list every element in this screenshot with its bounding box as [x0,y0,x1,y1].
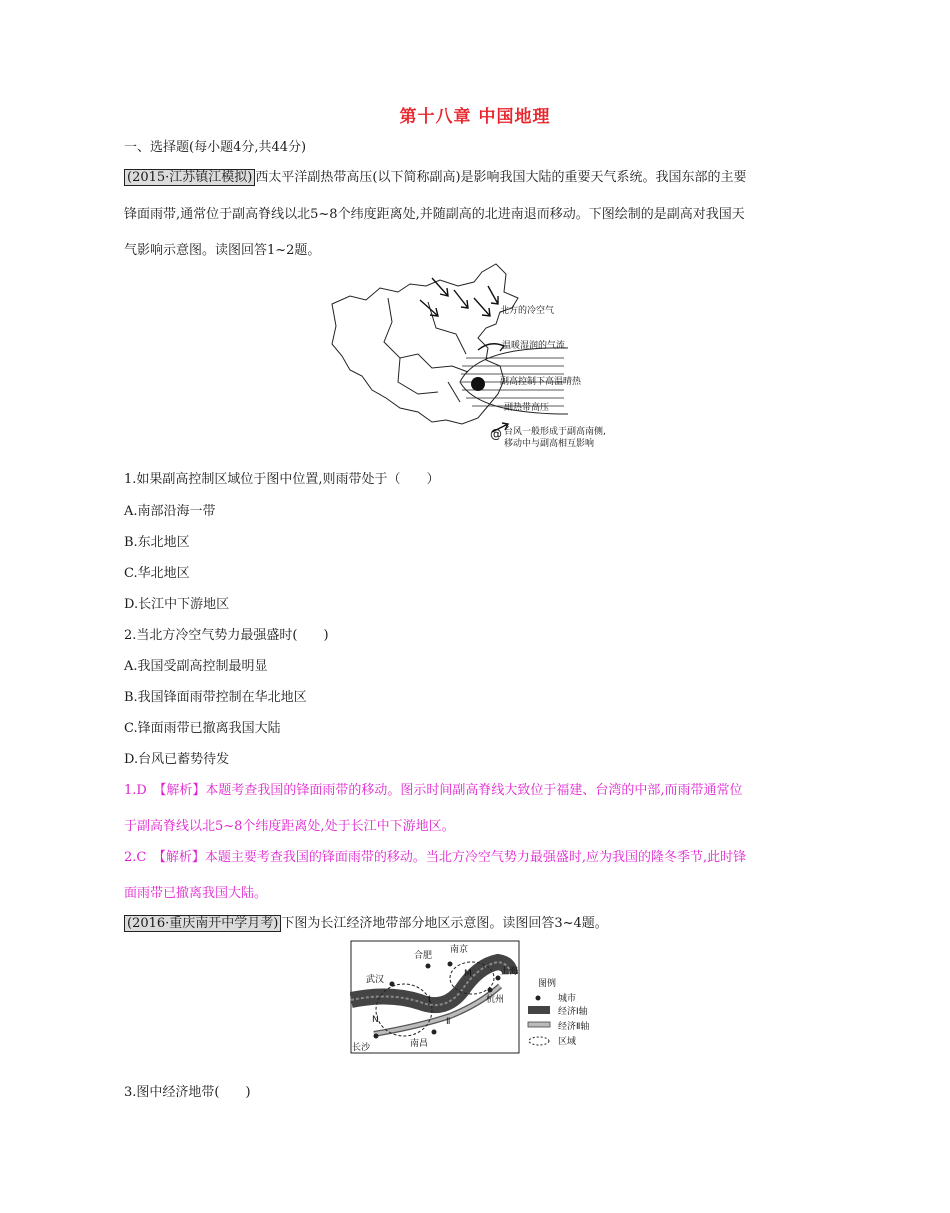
source-tag: (2015·江苏镇江模拟) [124,169,255,186]
city-changsha: 长沙 [352,1043,371,1053]
city-nanchang: 南昌 [410,1039,429,1049]
section-heading: 一、选择题(每小题4分,共44分) [124,140,307,155]
question-1-option-b: B.东北地区 [124,535,190,550]
question-1-stem: 1.如果副高控制区域位于图中位置,则雨带处于（ ） [124,472,440,487]
question-3-stem: 3.图中经济地带( ) [124,1085,251,1100]
subtropical-high-map [328,262,624,458]
city-wuhan: 武汉 [366,975,385,985]
label-typhoon-1: 台风一般形成于副高南侧, [504,427,606,437]
label-subtropical-high: 副热带高压 [504,403,550,413]
label-warm-flow: 温暖湿润的气流 [502,341,566,351]
question-2-option-b: B.我国锋面雨带控制在华北地区 [124,690,307,705]
answer-2-line-2: 面雨带已撤离我国大陆。 [124,886,268,901]
city-hefei: 合肥 [414,951,433,961]
cold-air-arrow [420,300,438,316]
city-shanghai: 上海 [500,967,519,977]
answer-1-line-1: 1.D 【解析】本题考查我国的锋面雨带的移动。图示时间副高脊线大致位于福建、台湾的中部,而雨带通常位 [124,783,743,798]
label-cold-air: 北方的冷空气 [500,306,555,316]
city-hangzhou: 杭州 [486,995,505,1005]
question-1-option-a: A.南部沿海一带 [124,504,216,519]
intro-1-line-2: 锋面雨带,通常位于副高脊线以北5~8个纬度距离处,并随副高的北进南退而移动。下图绘制的是副高对我国天 [124,207,745,222]
legend-axis-2: 经济Ⅱ轴 [558,1022,590,1032]
source-tag: (2016·重庆南开中学月考) [124,915,281,932]
question-2-option-c: C.锋面雨带已撤离我国大陆 [124,721,281,736]
question-2-option-a: A.我国受副高控制最明显 [124,659,268,674]
question-1-option-d: D.长江中下游地区 [124,597,230,612]
province-lines [384,298,468,402]
intro-1-text: 西太平洋副热带高压(以下简称副高)是影响我国大陆的重要天气系统。我国东部的主要 [255,170,747,185]
region-n-label: N [372,1015,379,1025]
cold-air-arrow [432,278,448,296]
chapter-title: 第十八章 中国地理 [399,107,551,127]
axis-1-label: Ⅰ [428,995,431,1005]
legend-axis-1: 经济Ⅰ轴 [558,1007,588,1017]
answer-2-line-1: 2.C 【解析】本题主要考查我国的锋面雨带的移动。当北方冷空气势力最强盛时,应为我国的隆冬季节,此时锋 [124,850,747,865]
yangtze-economic-belt-map [350,940,610,1056]
label-typhoon-2: 移动中与副高相互影响 [504,439,595,449]
answer-1-line-2: 于副高脊线以北5~8个纬度距离处,处于长江中下游地区。 [124,819,455,834]
question-2-option-d: D.台风已蓄势待发 [124,752,230,767]
cold-air-arrow [454,290,468,308]
legend-region: 区域 [558,1037,577,1047]
question-1-option-c: C.华北地区 [124,566,190,581]
sun-icon [471,377,485,391]
label-high-control: 副高控制下高温晴热 [500,377,582,387]
intro-1-line-3: 气影响示意图。读图回答1~2题。 [124,243,321,258]
legend-title: 图例 [538,979,557,989]
cold-air-arrow [488,286,498,304]
intro-2-text: 下图为长江经济地带部分地区示意图。读图回答3~4题。 [281,916,608,931]
question-2-stem: 2.当北方冷空气势力最强盛时( ) [124,628,329,643]
map-legend [528,977,589,1047]
intro-2-line [124,912,608,931]
typhoon-icon: @ [490,427,502,441]
region-m-label: M [464,969,472,979]
axis-2-label: Ⅱ [446,1017,451,1027]
intro-1-line-1 [124,166,747,185]
city-nanjing: 南京 [450,945,469,955]
warm-flow-arrow [478,344,504,351]
legend-city: 城市 [558,994,577,1004]
cold-air-arrow [474,298,490,316]
